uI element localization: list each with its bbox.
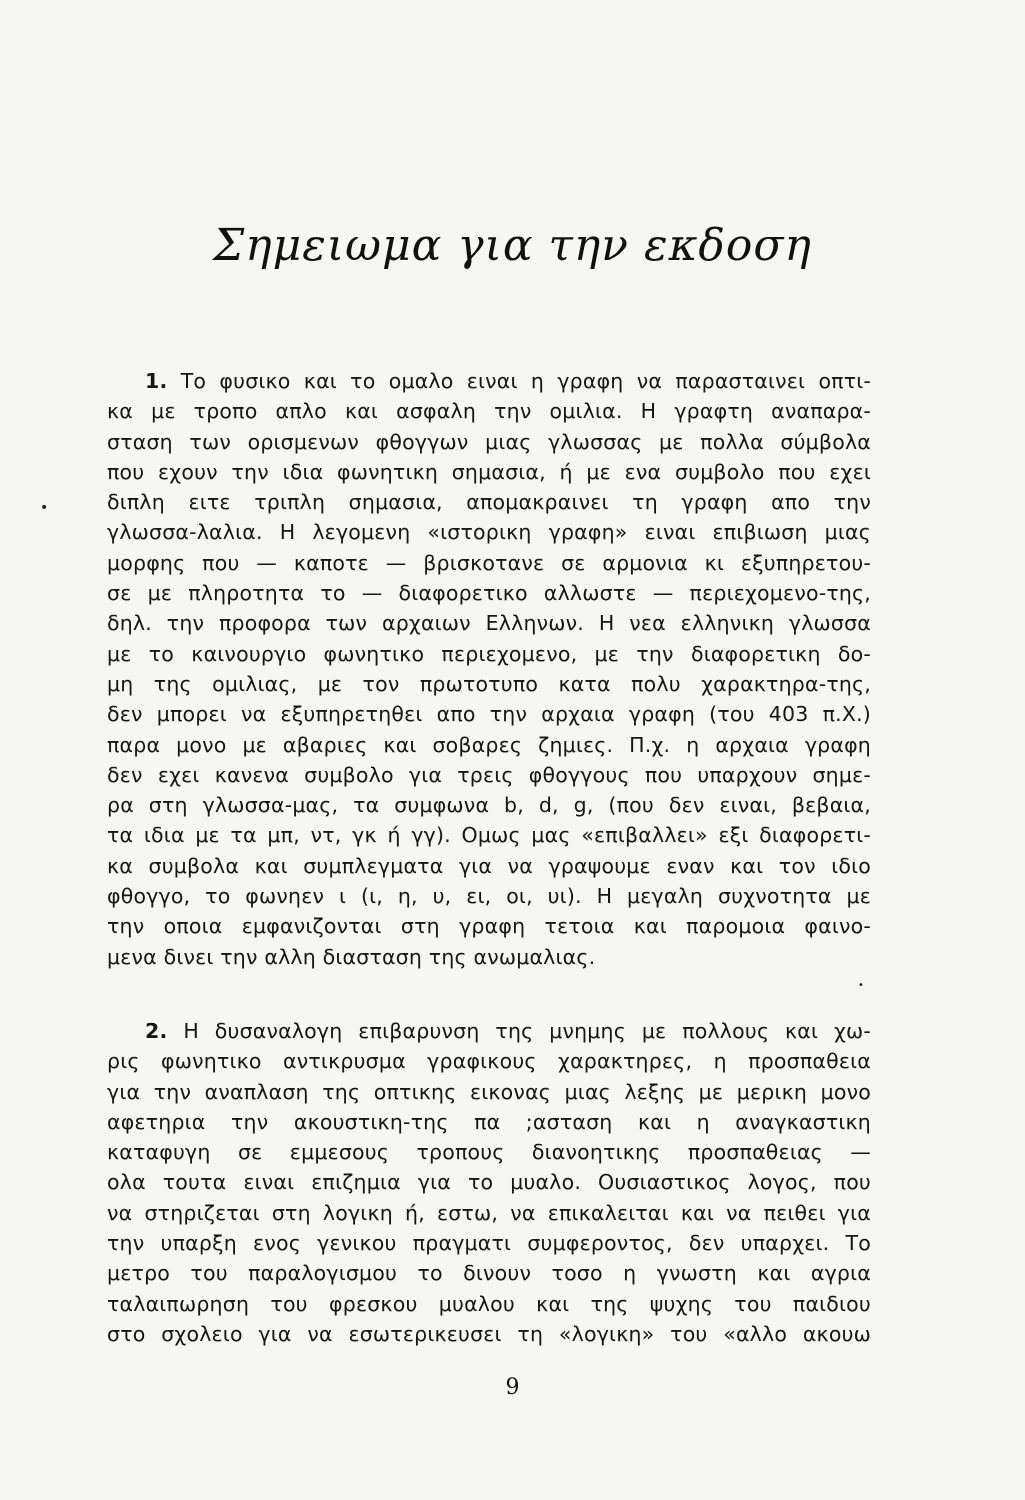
page-number: 9 <box>505 1375 520 1400</box>
paragraph-line: ρα στη γλωσσα-μας, τα συμφωνα b, d, g, (που δεν ειναι, βεβαια, <box>107 793 871 818</box>
paragraph-line: την οποια εμφανιζονται στη γραφη τετοια και παρομοια φαινο- <box>107 914 871 939</box>
page-title: Σημειωμα για την εκδοση <box>213 220 812 271</box>
paragraph-line: παρα μονο με αβαριες και σοβαρες ζημιες. Π.χ. η αρχαια γραφη <box>107 732 871 757</box>
paragraph-line: 1. Το φυσικο και το ομαλο ειναι η γραφη να παρασταινει οπτι- <box>145 369 871 393</box>
paragraph-line: κα με τροπο απλο και ασφαλη την ομιλια. Η γραφτη αναπαρα- <box>107 399 871 424</box>
paragraph-line: μετρο του παραλογισμου το δινουν τοσο η γνωστη και αγρια <box>107 1261 871 1286</box>
margin-dot: • <box>40 500 49 516</box>
paragraph-line: δεν εχει κανενα συμβολο για τρεις φθογγους που υπαρχουν σημε- <box>107 762 871 787</box>
paragraph-line: γλωσσα-λαλια. Η λεγομενη «ιστορικη γραφη» ειναι επιβιωση μιας <box>107 520 871 545</box>
paragraph-number: 2. <box>145 1019 168 1043</box>
paragraph-line: να στηριζεται στη λογικη ή, εστω, να επικαλειται και να πειθει για <box>107 1200 871 1225</box>
paragraph-line: δηλ. την προφορα των αρχαιων Ελληνων. Η νεα ελληνικη γλωσσα <box>107 611 871 636</box>
paragraph-line: δεν μπορει να εξυπηρετηθει απο την αρχαια γραφη (του 403 π.Χ.) <box>107 702 871 727</box>
paragraph-1 <box>107 366 871 972</box>
paragraph-line: ολα τουτα ειναι επιζημια για το μυαλο. Ουσιαστικος λογος, που <box>107 1170 871 1195</box>
paragraph-line: στο σχολειο για να εσωτερικευσει τη «λογικη» του «αλλο ακουω <box>107 1321 871 1346</box>
paragraph-line: αφετηρια την ακουστικη-της πα ;ασταση και η αναγκαστικη <box>107 1109 871 1134</box>
paragraph-line: φθογγο, το φωνηεν ι (ι, η, υ, ει, οι, υι). Η μεγαλη συχνοτητα με <box>107 884 871 909</box>
paragraph-number: 1. <box>145 369 168 393</box>
paragraph-line: που εχουν την ιδια φωνητικη σημασια, ή με ενα συμβολο που εχει <box>107 459 871 484</box>
paragraph-line: μορφης που — καποτε — βρισκοτανε σε αρμονια κι εξυπηρετου- <box>107 550 871 575</box>
paragraph-line: ρις φωνητικο αντικρυσμα γραφικους χαρακτηρες, η προσπαθεια <box>107 1049 871 1074</box>
paragraph-line: καταφυγη σε εμμεσους τροπους διανοητικης προσπαθειας — <box>107 1140 871 1165</box>
margin-dot: • <box>858 980 864 991</box>
paragraph-line: κα συμβολα και συμπλεγματα για να γραψουμε εναν και τον ιδιο <box>107 853 871 878</box>
paragraph-2 <box>107 1016 871 1349</box>
paragraph-line: ταλαιπωρηση του φρεσκου μυαλου και της ψυχης του παιδιου <box>107 1291 871 1316</box>
paragraph-line: μη της ομιλιας, με τον πρωτοτυπο κατα πολυ χαρακτηρα-της, <box>107 671 871 696</box>
paragraph-line: σε με πληροτητα το — διαφορετικο αλλωστε — περιεχομενο-της, <box>107 581 871 606</box>
paragraph-line: σταση των ορισμενων φθογγων μιας γλωσσας με πολλα σύμβολα <box>107 429 871 454</box>
paragraph-line: 2. Η δυσαναλογη επιβαρυνση της μνημης με πολλους και χω- <box>145 1019 872 1043</box>
paragraph-line: διπλη ειτε τριπλη σημασια, απομακραινει τη γραφη απο την <box>107 490 871 515</box>
paragraph-line: μενα δινει την αλλη διασταση της ανωμαλιας. <box>107 944 596 969</box>
paragraph-line: την υπαρξη ενος γενικου πραγματι συμφεροντος, δεν υπαρχει. Το <box>107 1231 871 1256</box>
paragraph-line: με το καινουργιο φωνητικο περιεχομενο, με την διαφορετικη δο- <box>107 641 871 666</box>
paragraph-line: τα ιδια με τα μπ, ντ, γκ ή γγ). Ομως μας «επιβαλλει» εξι διαφορετι- <box>107 823 871 848</box>
paragraph-line: για την αναπλαση της οπτικης εικονας μιας λεξης με μερικη μονο <box>107 1079 871 1104</box>
